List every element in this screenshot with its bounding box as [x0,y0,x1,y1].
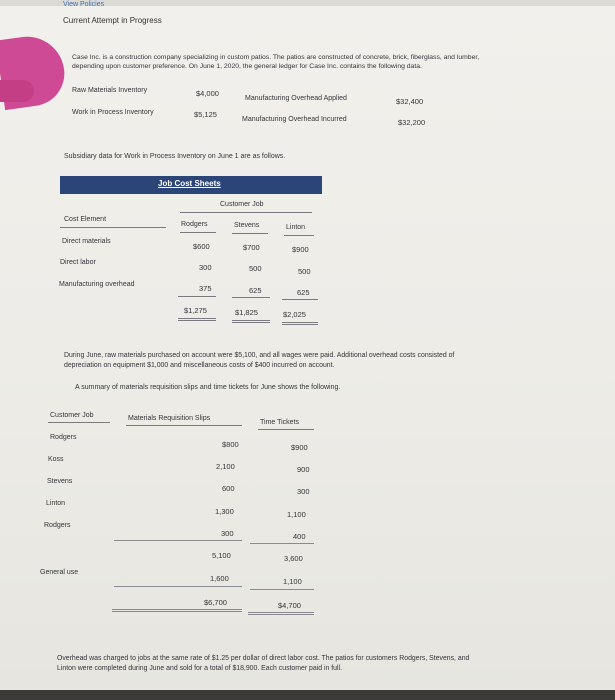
req-col-job: Customer Job [50,412,94,419]
cell: 625 [297,288,310,297]
total-double-line [232,320,270,321]
req-row-job: Rodgers [50,434,77,441]
june-line-1: During June, raw materials purchased on account were $5,100, and all wages were paid. Additional overhead costs consisted of [64,352,455,359]
view-policies-link[interactable]: View Policies [63,1,105,8]
cost-element-underline [60,227,166,228]
row-label: Manufacturing overhead [59,281,135,288]
job-cost-header [60,176,322,194]
req-total-line [250,589,314,590]
subtotal-line [178,296,216,297]
ledger-wip-label: Work in Process Inventory [72,109,154,116]
cell: 375 [199,284,212,293]
cell: 500 [298,267,311,276]
subsidiary-text: Subsidiary data for Work in Process Inventory on June 1 are as follows. [64,153,286,160]
req-col-slips: Materials Requisition Slips [128,415,211,422]
req-total-double-line [112,609,242,610]
attempt-status: Current Attempt in Progress [63,16,162,25]
req-row-job: Stevens [47,478,73,485]
total-double-line [178,320,216,321]
req-general-job: General use [40,569,79,576]
req-row-job: Linton [46,500,66,507]
ledger-raw-label: Raw Materials Inventory [72,87,148,94]
total-double-line [282,322,318,323]
ledger-raw-value: $4,000 [196,89,219,98]
req-row-slips: 300 [221,529,234,538]
total-cell: $1,275 [184,306,207,315]
ledger-moh-incurred-value: $32,200 [398,118,426,127]
req-row-job: Rodgers [44,522,71,529]
req-subtotal-line [250,543,314,544]
intro-line-1: Case Inc. is a construction company specializing in custom patios. The patios are constructed of concrete, brick, fiberglass, and lumber, [72,54,480,61]
job-cost-title: Job Cost Sheets [158,179,221,188]
req-col-slips-underline [126,425,242,426]
req-general-tickets: 1,100 [283,577,302,586]
req-row-job: Koss [48,456,64,463]
intro-line-2: depending upon customer preference. On June 1, 2020, the general ledger for Case Inc. contains the following data. [72,63,422,70]
req-total-double-line [112,611,242,612]
req-row-tickets: 300 [297,487,310,496]
req-general-slips: 1,600 [210,574,229,583]
cell: $700 [243,243,260,252]
col-stevens: Stevens [234,222,260,229]
bottom-bar [0,690,615,700]
req-row-slips: $800 [222,440,239,449]
col-linton-underline [284,235,314,236]
ledger-moh-applied-label: Manufacturing Overhead Applied [245,95,347,102]
ledger-moh-incurred-label: Manufacturing Overhead Incurred [242,116,347,123]
cell: $600 [193,242,210,251]
total-double-line [178,318,216,319]
ledger-wip-value: $5,125 [194,110,217,119]
total-double-line [282,324,318,325]
req-total-line [114,586,242,587]
row-label: Direct labor [60,259,96,266]
req-total-slips: $6,700 [204,598,227,607]
customer-job-header: Customer Job [220,201,264,208]
req-subtotal-tickets: 3,600 [284,554,303,563]
cell: $900 [292,245,309,254]
june-summary: A summary of materials requisition slips and time tickets for June shows the following. [75,384,341,391]
req-row-slips: 2,100 [216,462,235,471]
req-total-double-line [248,614,314,615]
col-rodgers-underline [180,232,216,233]
total-double-line [232,322,270,323]
req-row-slips: 600 [222,484,235,493]
req-subtotal-slips: 5,100 [212,551,231,560]
req-total-tickets: $4,700 [278,601,301,610]
cell: 500 [249,264,262,273]
req-total-double-line [248,612,314,613]
closing-line-1: Overhead was charged to jobs at the same rate of $1.25 per dollar of direct labor cost. The patios for customers Rodgers, Stevens, and [57,655,470,662]
req-row-tickets: 900 [297,465,310,474]
cell: 300 [199,263,212,272]
col-stevens-underline [232,233,268,234]
req-col-tickets-underline [258,429,314,430]
req-subtotal-line [114,540,242,541]
req-row-tickets: 400 [293,532,306,541]
ledger-moh-applied-value: $32,400 [396,97,424,106]
closing-line-2: Linton were completed during June and sold for a total of $18,900. Each customer paid in full. [57,665,342,672]
req-col-job-underline [48,422,110,423]
total-cell: $1,825 [235,308,258,317]
col-rodgers: Rodgers [181,221,208,228]
req-row-slips: 1,300 [215,507,234,516]
req-row-tickets: $900 [291,443,308,452]
subtotal-line [232,297,270,298]
req-col-tickets: Time Tickets [260,419,300,426]
cost-element-header: Cost Element [64,216,107,223]
row-label: Direct materials [62,238,111,245]
req-row-tickets: 1,100 [287,510,306,519]
group-underline [180,212,312,213]
june-line-2: depreciation on equipment $1,000 and miscellaneous costs of $400 incurred on account. [64,362,335,369]
subtotal-line [282,299,318,300]
cell: 625 [249,286,262,295]
total-cell: $2,025 [283,310,306,319]
pink-blob-decoration-lower [0,80,34,102]
col-linton: Linton [286,224,306,231]
